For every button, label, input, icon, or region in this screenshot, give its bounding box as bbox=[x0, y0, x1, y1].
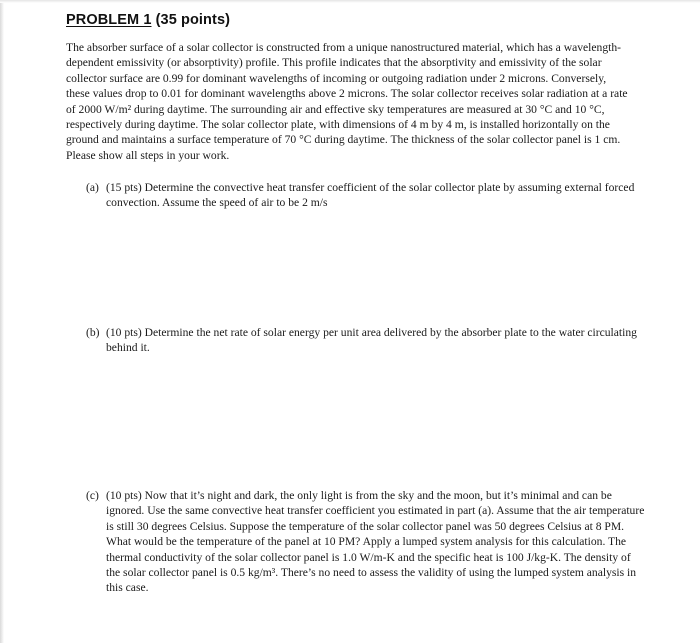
question-c-label: (c) bbox=[86, 489, 99, 502]
question-a-text: (15 pts) Determine the convective heat transfer coefficient of the solar collector plate by assuming external forced convection. Assume the speed of air to be 2 m/s bbox=[106, 181, 635, 210]
problem-title bbox=[66, 12, 230, 28]
question-b-text: (10 pts) Determine the net rate of solar energy per unit area delivered by the absorber plate to the water circulating behind it. bbox=[106, 326, 637, 355]
problem-label: PROBLEM 1 bbox=[66, 12, 152, 28]
question-c-text: (10 pts) Now that it’s night and dark, the only light is from the sky and the moon, but it’s minimal and can be ignored. Use the same convective heat transfer coefficient you estimated in part (a). Assume that the air temperature is still 30 degrees Celsius. Suppose the temperature of the solar collector panel was 50 degrees Celsius at 8 PM. What would be the temperature of the panel at 10 PM? Apply a lumped system analysis for this calculation. The thermal conductivity of the solar collector panel is 1.0 W/m-K and the specific heat is 100 J/kg-K. The density of the solar collector panel is 0.5 kg/m³. There’s no need to assess the validity of using the lumped system analysis in this case. bbox=[106, 489, 645, 595]
page-top-shadow bbox=[0, 0, 700, 3]
page-edge-shadow bbox=[0, 0, 4, 643]
problem-points: (35 points) bbox=[151, 12, 231, 28]
question-b-label: (b) bbox=[86, 326, 100, 339]
question-b bbox=[86, 325, 646, 356]
question-c bbox=[86, 488, 646, 596]
question-a-label: (a) bbox=[86, 181, 99, 194]
problem-statement: The absorber surface of a solar collector is constructed from a unique nanostructured material, which has a wavelength-dependent emissivity (or absorptivity) profile. This profile indicates that the absorptivity and emissivity of the solar collector surface are 0.99 for dominant wavelengths of incoming or outgoing radiation under 2 microns. Conversely, these values drop to 0.01 for dominant wavelengths above 2 microns. The solar collector receives solar radiation at a rate of 2000 W/m² during daytime. The surrounding air and effective sky temperatures are measured at 30 °C and 10 °C, respectively during daytime. The solar collector plate, with dimensions of 4 m by 4 m, is installed horizontally on the ground and maintains a surface temperature of 70 °C during daytime. The thickness of the solar collector panel is 1 cm. Please show all steps in your work. bbox=[66, 41, 628, 162]
question-a bbox=[86, 180, 646, 211]
